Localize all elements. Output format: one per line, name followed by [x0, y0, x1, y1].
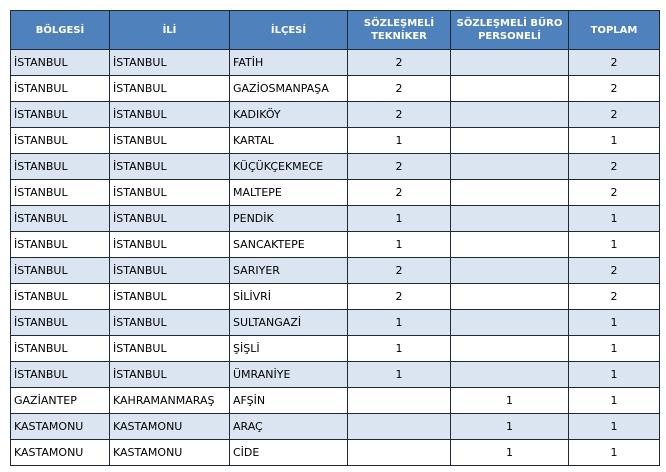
table-row: [11, 362, 660, 388]
cell-sozlesmeli-tekniker: 2: [348, 76, 451, 102]
cell-toplam: 2: [569, 50, 660, 76]
cell-toplam: 2: [569, 284, 660, 310]
cell-bolge: GAZİANTEP: [11, 388, 110, 414]
cell-sozlesmeli-buro-personeli: 1: [451, 440, 569, 466]
table-body: [11, 50, 660, 466]
cell-toplam: 2: [569, 102, 660, 128]
personnel-table: [10, 10, 660, 466]
cell-ilce: ŞİŞLİ: [230, 336, 348, 362]
cell-bolge: İSTANBUL: [11, 284, 110, 310]
cell-sozlesmeli-buro-personeli: [451, 206, 569, 232]
cell-toplam: 1: [569, 310, 660, 336]
cell-sozlesmeli-buro-personeli: [451, 284, 569, 310]
table-row: [11, 388, 660, 414]
cell-bolge: İSTANBUL: [11, 336, 110, 362]
cell-bolge: İSTANBUL: [11, 258, 110, 284]
table-row: [11, 232, 660, 258]
table-row: [11, 206, 660, 232]
cell-bolge: İSTANBUL: [11, 310, 110, 336]
cell-il: İSTANBUL: [110, 128, 230, 154]
table-header-row: [11, 11, 660, 50]
cell-sozlesmeli-buro-personeli: [451, 154, 569, 180]
cell-bolge: İSTANBUL: [11, 128, 110, 154]
cell-ilce: KADIKÖY: [230, 102, 348, 128]
cell-il: KASTAMONU: [110, 414, 230, 440]
cell-il: İSTANBUL: [110, 258, 230, 284]
table-row: [11, 102, 660, 128]
cell-ilce: SARIYER: [230, 258, 348, 284]
table-row: [11, 76, 660, 102]
cell-sozlesmeli-tekniker: 2: [348, 50, 451, 76]
table-row: [11, 258, 660, 284]
cell-toplam: 2: [569, 76, 660, 102]
cell-sozlesmeli-buro-personeli: 1: [451, 388, 569, 414]
cell-il: İSTANBUL: [110, 206, 230, 232]
cell-il: İSTANBUL: [110, 362, 230, 388]
cell-sozlesmeli-tekniker: 2: [348, 180, 451, 206]
cell-sozlesmeli-buro-personeli: [451, 128, 569, 154]
cell-il: İSTANBUL: [110, 284, 230, 310]
header-sozlesmeli-buro-personeli: SÖZLEŞMELİ BÜRO PERSONELİ: [451, 11, 569, 50]
cell-sozlesmeli-tekniker: 1: [348, 232, 451, 258]
cell-toplam: 1: [569, 388, 660, 414]
cell-sozlesmeli-tekniker: 1: [348, 128, 451, 154]
cell-sozlesmeli-buro-personeli: [451, 336, 569, 362]
cell-sozlesmeli-tekniker: [348, 414, 451, 440]
cell-sozlesmeli-tekniker: [348, 388, 451, 414]
cell-bolge: İSTANBUL: [11, 50, 110, 76]
cell-toplam: 2: [569, 258, 660, 284]
cell-sozlesmeli-buro-personeli: [451, 180, 569, 206]
cell-toplam: 2: [569, 154, 660, 180]
cell-bolge: İSTANBUL: [11, 232, 110, 258]
cell-sozlesmeli-buro-personeli: [451, 50, 569, 76]
cell-sozlesmeli-buro-personeli: [451, 310, 569, 336]
cell-sozlesmeli-buro-personeli: [451, 258, 569, 284]
cell-bolge: İSTANBUL: [11, 102, 110, 128]
cell-il: İSTANBUL: [110, 232, 230, 258]
cell-il: İSTANBUL: [110, 180, 230, 206]
cell-ilce: KARTAL: [230, 128, 348, 154]
cell-il: KASTAMONU: [110, 440, 230, 466]
cell-ilce: SİLİVRİ: [230, 284, 348, 310]
cell-sozlesmeli-buro-personeli: [451, 232, 569, 258]
cell-il: İSTANBUL: [110, 310, 230, 336]
cell-bolge: İSTANBUL: [11, 362, 110, 388]
table-row: [11, 128, 660, 154]
cell-toplam: 1: [569, 362, 660, 388]
cell-ilce: ARAÇ: [230, 414, 348, 440]
cell-bolge: İSTANBUL: [11, 76, 110, 102]
cell-ilce: SANCAKTEPE: [230, 232, 348, 258]
cell-il: İSTANBUL: [110, 336, 230, 362]
header-il: İLİ: [110, 11, 230, 50]
cell-ilce: SULTANGAZİ: [230, 310, 348, 336]
table-row: [11, 180, 660, 206]
cell-toplam: 1: [569, 440, 660, 466]
cell-sozlesmeli-tekniker: 2: [348, 258, 451, 284]
table-row: [11, 336, 660, 362]
cell-sozlesmeli-buro-personeli: [451, 362, 569, 388]
cell-sozlesmeli-tekniker: 1: [348, 310, 451, 336]
cell-sozlesmeli-tekniker: 2: [348, 154, 451, 180]
header-bolge: BÖLGESİ: [11, 11, 110, 50]
cell-toplam: 1: [569, 336, 660, 362]
cell-toplam: 1: [569, 128, 660, 154]
cell-sozlesmeli-tekniker: [348, 440, 451, 466]
cell-sozlesmeli-tekniker: 2: [348, 284, 451, 310]
cell-sozlesmeli-tekniker: 1: [348, 206, 451, 232]
cell-sozlesmeli-tekniker: 1: [348, 336, 451, 362]
cell-il: İSTANBUL: [110, 154, 230, 180]
cell-bolge: İSTANBUL: [11, 206, 110, 232]
cell-ilce: ÜMRANİYE: [230, 362, 348, 388]
cell-il: İSTANBUL: [110, 50, 230, 76]
cell-ilce: MALTEPE: [230, 180, 348, 206]
cell-ilce: PENDİK: [230, 206, 348, 232]
cell-bolge: İSTANBUL: [11, 154, 110, 180]
cell-ilce: GAZİOSMANPAŞA: [230, 76, 348, 102]
cell-toplam: 1: [569, 414, 660, 440]
cell-toplam: 1: [569, 206, 660, 232]
table-row: [11, 414, 660, 440]
table-row: [11, 310, 660, 336]
cell-ilce: CİDE: [230, 440, 348, 466]
cell-il: İSTANBUL: [110, 102, 230, 128]
table-row: [11, 440, 660, 466]
cell-bolge: KASTAMONU: [11, 440, 110, 466]
cell-sozlesmeli-buro-personeli: [451, 76, 569, 102]
cell-il: KAHRAMANMARAŞ: [110, 388, 230, 414]
table-row: [11, 154, 660, 180]
table-row: [11, 50, 660, 76]
cell-il: İSTANBUL: [110, 76, 230, 102]
header-ilce: İLÇESİ: [230, 11, 348, 50]
header-sozlesmeli-tekniker: SÖZLEŞMELİ TEKNİKER: [348, 11, 451, 50]
cell-bolge: KASTAMONU: [11, 414, 110, 440]
cell-sozlesmeli-buro-personeli: 1: [451, 414, 569, 440]
cell-ilce: AFŞİN: [230, 388, 348, 414]
cell-toplam: 2: [569, 180, 660, 206]
cell-sozlesmeli-tekniker: 2: [348, 102, 451, 128]
cell-bolge: İSTANBUL: [11, 180, 110, 206]
cell-sozlesmeli-buro-personeli: [451, 102, 569, 128]
cell-ilce: FATİH: [230, 50, 348, 76]
cell-ilce: KÜÇÜKÇEKMECE: [230, 154, 348, 180]
cell-sozlesmeli-tekniker: 1: [348, 362, 451, 388]
header-toplam: TOPLAM: [569, 11, 660, 50]
cell-toplam: 1: [569, 232, 660, 258]
table-row: [11, 284, 660, 310]
